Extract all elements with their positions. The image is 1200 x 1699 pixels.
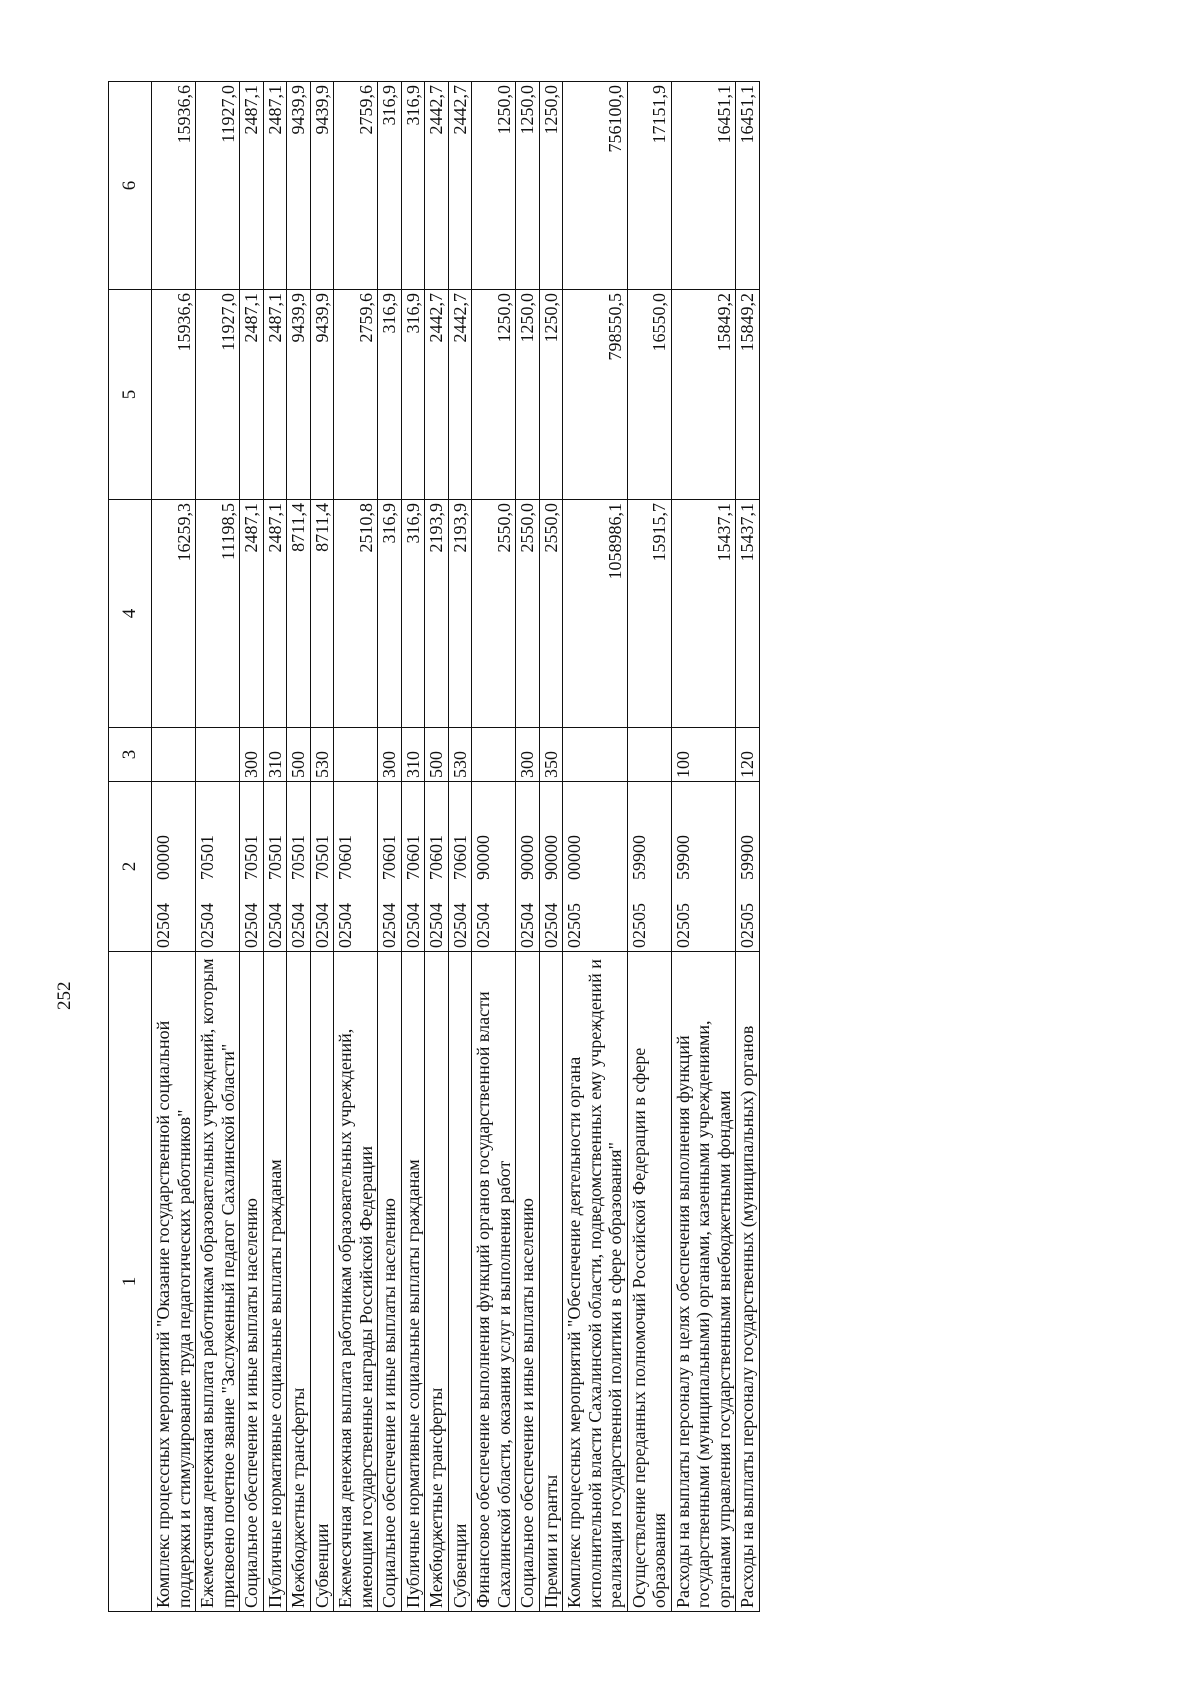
row-name: Расходы на выплаты персоналу государственных (муниципальных) органов [736,952,760,1612]
row-code-program: 02504 [311,903,332,948]
row-code-direction: 59900 [737,835,758,880]
row-code [240,782,264,952]
row-code-direction: 70601 [335,835,356,880]
row-code [334,782,378,952]
row-expense-type: 300 [516,728,540,782]
row-amount-col-4: 16259,3 [152,500,196,728]
row-code [516,782,540,952]
row-code-program: 02504 [426,903,447,948]
row-amount-col-5: 9439,9 [287,290,311,500]
row-amount-col-6: 16451,1 [671,82,736,290]
row-amount-col-4: 2193,9 [425,500,449,728]
row-amount-col-6: 2487,1 [240,82,264,290]
row-name: Комплекс процессных мероприятий "Обеспечение деятельности органа исполнительной власти Сахалинской области, подведомственных ему учреждений и реализация государственной политики в сфере образования" [563,952,628,1612]
row-code [671,782,736,952]
row-code-program: 02504 [379,903,400,948]
row-code [378,782,402,952]
row-amount-col-4: 2550,0 [472,500,516,728]
row-name: Осуществление переданных полномочий Российской Федерации в сфере образования [627,952,671,1612]
row-code-program: 02504 [473,903,494,948]
row-name: Ежемесячная денежная выплата работникам образовательных учреждений, имеющим государственные награды Российской Федерации [334,952,378,1612]
row-amount-col-6: 1250,0 [539,82,563,290]
row-amount-col-6: 756100,0 [563,82,628,290]
row-code-direction: 70501 [197,835,218,880]
row-amount-col-4: 316,9 [378,500,402,728]
row-code-direction: 70601 [426,835,447,880]
table-row [516,82,540,1612]
row-name: Субвенции [448,952,472,1612]
row-code-program: 02504 [264,903,285,948]
row-code-program: 02504 [288,903,309,948]
row-expense-type [472,728,516,782]
row-name: Публичные нормативные социальные выплаты гражданам [263,952,287,1612]
row-amount-col-5: 2487,1 [263,290,287,500]
row-code [563,782,628,952]
row-code [287,782,311,952]
table-row [287,82,311,1612]
row-name: Межбюджетные трансферты [425,952,449,1612]
row-expense-type: 500 [425,728,449,782]
row-name: Межбюджетные трансферты [287,952,311,1612]
row-code-direction: 90000 [540,835,561,880]
row-amount-col-5: 2442,7 [425,290,449,500]
row-code-program: 02504 [197,903,218,948]
table-row [671,82,736,1612]
row-name: Публичные нормативные социальные выплаты гражданам [401,952,425,1612]
row-amount-col-4: 2193,9 [448,500,472,728]
row-amount-col-6: 1250,0 [472,82,516,290]
row-code-direction: 90000 [517,835,538,880]
header-col-4: 4 [109,500,152,728]
row-amount-col-5: 1250,0 [472,290,516,500]
row-code [539,782,563,952]
row-amount-col-5: 1250,0 [516,290,540,500]
row-code-program: 02504 [449,903,470,948]
row-amount-col-4: 8711,4 [310,500,334,728]
row-code [401,782,425,952]
header-col-3: 3 [109,728,152,782]
row-expense-type [627,728,671,782]
row-amount-col-4: 15915,7 [627,500,671,728]
row-code-program: 02504 [402,903,423,948]
budget-table [108,81,760,1612]
row-code [448,782,472,952]
table-row [736,82,760,1612]
row-expense-type: 530 [448,728,472,782]
row-expense-type: 350 [539,728,563,782]
row-code [310,782,334,952]
row-name: Комплекс процессных мероприятий "Оказание государственной социальной поддержки и стимулирование труда педагогических работников" [152,952,196,1612]
row-amount-col-4: 2487,1 [263,500,287,728]
table-row [334,82,378,1612]
row-code-program: 02504 [517,903,538,948]
row-code-direction: 90000 [473,835,494,880]
table-row [263,82,287,1612]
row-code [425,782,449,952]
row-code [152,782,196,952]
row-amount-col-6: 316,9 [401,82,425,290]
row-name: Премии и гранты [539,952,563,1612]
row-name: Социальное обеспечение и иные выплаты населению [240,952,264,1612]
header-col-2: 2 [109,782,152,952]
table-row [539,82,563,1612]
row-amount-col-4: 2550,0 [539,500,563,728]
row-code [196,782,240,952]
row-amount-col-6: 9439,9 [310,82,334,290]
row-amount-col-5: 316,9 [378,290,402,500]
row-amount-col-5: 15936,6 [152,290,196,500]
table-row [627,82,671,1612]
row-code-direction: 59900 [672,835,693,880]
row-amount-col-5: 798550,5 [563,290,628,500]
row-amount-col-5: 11927,0 [196,290,240,500]
row-code-program: 02504 [153,903,173,948]
row-amount-col-5: 2759,6 [334,290,378,500]
row-expense-type [152,728,196,782]
row-expense-type: 100 [671,728,736,782]
row-code-program: 02504 [241,903,262,948]
row-expense-type: 120 [736,728,760,782]
row-expense-type: 300 [378,728,402,782]
table-row [425,82,449,1612]
row-code-direction: 70501 [288,835,309,880]
table-body [152,82,760,1612]
row-code-program: 02505 [628,903,649,948]
row-name: Субвенции [310,952,334,1612]
row-amount-col-5: 1250,0 [539,290,563,500]
row-amount-col-6: 15936,6 [152,82,196,290]
row-amount-col-5: 16550,0 [627,290,671,500]
row-code-direction: 70601 [379,835,400,880]
row-amount-col-6: 2487,1 [263,82,287,290]
table-header-row [109,82,152,1612]
row-code [736,782,760,952]
row-code-direction: 70501 [311,835,332,880]
row-amount-col-6: 316,9 [378,82,402,290]
row-code-direction: 00000 [564,835,585,880]
row-code-direction: 70601 [402,835,423,880]
row-code-program: 02505 [737,903,758,948]
row-code-program: 02504 [335,903,356,948]
row-amount-col-4: 316,9 [401,500,425,728]
row-amount-col-6: 16451,1 [736,82,760,290]
table-row [448,82,472,1612]
row-name: Расходы на выплаты персоналу в целях обеспечения выполнения функций государственными (муниципальными) органами, казенными учреждениями, органами управления государственными внебюджетными фондами [671,952,736,1612]
row-expense-type: 530 [310,728,334,782]
table-row [378,82,402,1612]
row-code-direction: 00000 [153,835,173,880]
table-row [240,82,264,1612]
row-name: Финансовое обеспечение выполнения функций органов государственной власти Сахалинской области, оказания услуг и выполнения работ [472,952,516,1612]
row-amount-col-5: 15849,2 [736,290,760,500]
row-amount-col-5: 2442,7 [448,290,472,500]
table-row [196,82,240,1612]
table-row [401,82,425,1612]
row-amount-col-5: 316,9 [401,290,425,500]
row-amount-col-6: 2442,7 [425,82,449,290]
row-amount-col-5: 2487,1 [240,290,264,500]
row-amount-col-6: 2759,6 [334,82,378,290]
row-code-direction: 70601 [449,835,470,880]
row-code-direction: 70501 [241,835,262,880]
row-code-direction: 70501 [264,835,285,880]
row-amount-col-4: 2550,0 [516,500,540,728]
row-amount-col-5: 9439,9 [310,290,334,500]
row-expense-type: 500 [287,728,311,782]
row-amount-col-6: 9439,9 [287,82,311,290]
row-code [472,782,516,952]
row-expense-type [563,728,628,782]
row-code-direction: 59900 [628,835,649,880]
row-amount-col-4: 8711,4 [287,500,311,728]
row-name: Социальное обеспечение и иные выплаты населению [378,952,402,1612]
rotated-page-content [108,82,1188,1612]
row-expense-type [196,728,240,782]
table-row [152,82,196,1612]
row-amount-col-4: 15437,1 [671,500,736,728]
table-row [472,82,516,1612]
row-code-program: 02504 [540,903,561,948]
row-amount-col-6: 2442,7 [448,82,472,290]
header-col-6: 6 [109,82,152,290]
row-expense-type [334,728,378,782]
row-amount-col-4: 11198,5 [196,500,240,728]
row-code-program: 02505 [564,903,585,948]
row-amount-col-6: 17151,9 [627,82,671,290]
row-code-program: 02505 [672,903,693,948]
row-code [263,782,287,952]
table-row [310,82,334,1612]
row-amount-col-6: 1250,0 [516,82,540,290]
row-expense-type: 310 [263,728,287,782]
row-name: Ежемесячная денежная выплата работникам образовательных учреждений, которым присвоено почетное звание "Заслуженный педагог Сахалинской области" [196,952,240,1612]
row-name: Социальное обеспечение и иные выплаты населению [516,952,540,1612]
table-row [563,82,628,1612]
row-amount-col-6: 11927,0 [196,82,240,290]
row-expense-type: 310 [401,728,425,782]
row-expense-type: 300 [240,728,264,782]
row-code [627,782,671,952]
header-col-5: 5 [109,290,152,500]
page-number: 252 [54,981,75,1010]
row-amount-col-4: 15437,1 [736,500,760,728]
row-amount-col-4: 1058986,1 [563,500,628,728]
header-col-1: 1 [109,952,152,1612]
row-amount-col-4: 2510,8 [334,500,378,728]
row-amount-col-5: 15849,2 [671,290,736,500]
row-amount-col-4: 2487,1 [240,500,264,728]
